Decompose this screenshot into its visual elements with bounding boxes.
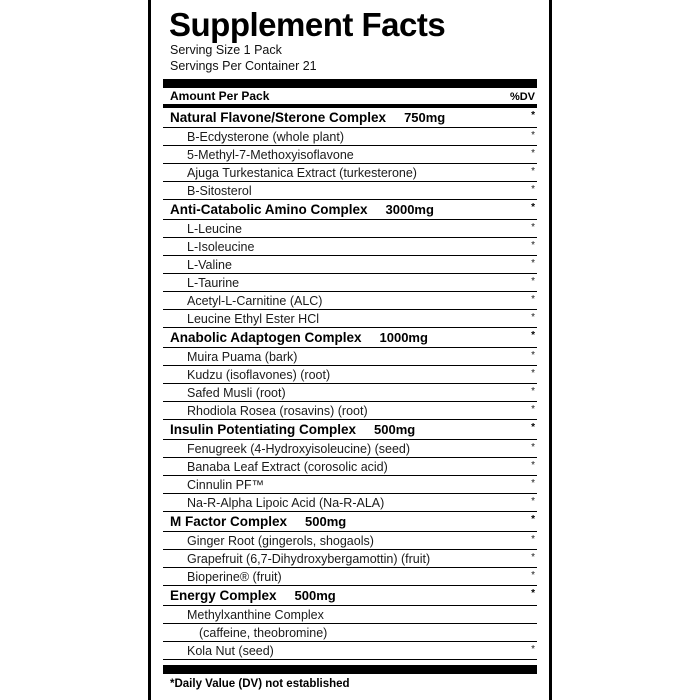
group-header: [161, 586, 539, 605]
group-name: Natural Flavone/Sterone Complex: [170, 110, 387, 126]
group-daily-value: *: [531, 202, 535, 214]
servings-per-container: Servings Per Container 21: [170, 58, 317, 73]
ingredient-name: Ginger Root (gingerols, shogaols): [187, 533, 374, 548]
ingredient-daily-value: *: [531, 459, 535, 471]
ingredient-name: Banaba Leaf Extract (corosolic acid): [187, 459, 388, 474]
ingredient-group: [161, 200, 539, 328]
ingredient-daily-value: *: [531, 367, 535, 379]
ingredient-row: [161, 384, 539, 401]
ingredient-name: Leucine Ethyl Ester HCl: [187, 311, 320, 326]
ingredient-row: [161, 458, 539, 475]
ingredient-name: L-Taurine: [187, 275, 240, 290]
ingredient-groups: [161, 108, 539, 660]
divider-thick-bottom: [163, 665, 537, 674]
ingredient-group: [161, 586, 539, 660]
group-header: [161, 420, 539, 439]
group-header: [161, 108, 539, 127]
group-amount: 500mg: [305, 514, 347, 530]
group-amount: 500mg: [294, 588, 336, 604]
ingredient-group: [161, 420, 539, 512]
group-amount: 1000mg: [379, 330, 428, 346]
ingredient-daily-value: *: [531, 403, 535, 415]
group-daily-value: *: [531, 330, 535, 342]
ingredient-name: B-Sitosterol: [187, 183, 252, 198]
group-daily-value: *: [531, 588, 535, 600]
ingredient-daily-value: *: [531, 385, 535, 397]
ingredient-row: [161, 440, 539, 457]
ingredient-daily-value: *: [531, 643, 535, 655]
ingredient-daily-value: *: [531, 441, 535, 453]
group-amount: 500mg: [374, 422, 416, 438]
ingredient-name: Ajuga Turkestanica Extract (turkesterone): [187, 165, 417, 180]
group-amount: 3000mg: [385, 202, 434, 218]
group-amount: 750mg: [404, 110, 446, 126]
ingredient-row: [161, 624, 539, 641]
supplement-facts-panel: [148, 0, 552, 700]
ingredient-name: Cinnulin PF™: [187, 477, 265, 492]
group-daily-value: *: [531, 422, 535, 434]
ingredient-row: [161, 220, 539, 237]
ingredient-name: Muira Puama (bark): [187, 349, 298, 364]
ingredient-row: [161, 310, 539, 327]
ingredient-name: Bioperine® (fruit): [187, 569, 282, 584]
ingredient-daily-value: *: [531, 147, 535, 159]
ingredient-group: [161, 108, 539, 200]
ingredient-daily-value: *: [531, 477, 535, 489]
page-title: Supplement Facts: [169, 6, 446, 43]
ingredient-row: [161, 606, 539, 623]
dv-header-label: %DV: [509, 91, 535, 104]
ingredient-name: L-Valine: [187, 257, 232, 272]
ingredient-name: Acetyl-L-Carnitine (ALC): [187, 293, 323, 308]
group-header: [161, 328, 539, 347]
ingredient-row: [161, 182, 539, 199]
ingredient-row: [161, 366, 539, 383]
ingredient-name: Fenugreek (4-Hydroxyisoleucine) (seed): [187, 441, 411, 456]
ingredient-group: [161, 328, 539, 420]
ingredient-daily-value: *: [531, 221, 535, 233]
group-header: [161, 200, 539, 219]
ingredient-row: [161, 128, 539, 145]
ingredient-daily-value: *: [531, 495, 535, 507]
ingredient-row: [161, 238, 539, 255]
ingredient-name: Na-R-Alpha Lipoic Acid (Na-R-ALA): [187, 495, 385, 510]
ingredient-row: [161, 532, 539, 549]
ingredient-name: 5-Methyl-7-Methoxyisoflavone: [187, 147, 354, 162]
ingredient-daily-value: *: [531, 551, 535, 563]
ingredient-row: [161, 164, 539, 181]
group-daily-value: *: [531, 110, 535, 122]
ingredient-row: [161, 568, 539, 585]
ingredient-row: [161, 146, 539, 163]
ingredient-row: [161, 292, 539, 309]
ingredient-daily-value: *: [531, 275, 535, 287]
ingredient-daily-value: *: [531, 293, 535, 305]
ingredient-name: Safed Musli (root): [187, 385, 286, 400]
ingredient-name: (caffeine, theobromine): [199, 625, 328, 640]
divider-thick-top: [163, 79, 537, 88]
ingredient-row: [161, 642, 539, 659]
ingredient-name: Grapefruit (6,7-Dihydroxybergamottin) (fruit): [187, 551, 431, 566]
group-name: Insulin Potentiating Complex: [170, 422, 357, 438]
ingredient-name: Kola Nut (seed): [187, 643, 274, 658]
ingredient-row: [161, 274, 539, 291]
group-daily-value: *: [531, 514, 535, 526]
ingredient-daily-value: *: [531, 533, 535, 545]
ingredient-daily-value: *: [531, 183, 535, 195]
group-name: Energy Complex: [170, 588, 277, 604]
ingredient-row: [161, 494, 539, 511]
ingredient-row: [161, 550, 539, 567]
ingredient-daily-value: *: [531, 349, 535, 361]
serving-size: Serving Size 1 Pack: [170, 43, 282, 57]
ingredient-name: Kudzu (isoflavones) (root): [187, 367, 331, 382]
group-name: M Factor Complex: [170, 514, 288, 530]
ingredient-daily-value: *: [531, 129, 535, 141]
ingredient-daily-value: *: [531, 311, 535, 323]
group-name: Anabolic Adaptogen Complex: [170, 330, 362, 346]
amount-header-label: Amount Per Pack: [170, 89, 270, 104]
ingredient-daily-value: *: [531, 239, 535, 251]
footnote: *Daily Value (DV) not established: [170, 678, 350, 691]
ingredient-name: L-Leucine: [187, 221, 242, 236]
ingredient-daily-value: *: [531, 165, 535, 177]
ingredient-daily-value: *: [531, 257, 535, 269]
ingredient-row: [161, 256, 539, 273]
group-header: [161, 512, 539, 531]
group-name: Anti-Catabolic Amino Complex: [170, 202, 368, 218]
ingredient-row: [161, 402, 539, 419]
divider-thin: [163, 659, 537, 660]
ingredient-row: [161, 476, 539, 493]
ingredient-name: Rhodiola Rosea (rosavins) (root): [187, 403, 368, 418]
ingredient-name: Methylxanthine Complex: [187, 607, 324, 622]
ingredient-name: L-Isoleucine: [187, 239, 255, 254]
ingredient-name: B-Ecdysterone (whole plant): [187, 129, 345, 144]
amount-per-pack-header: [161, 88, 539, 104]
ingredient-group: [161, 512, 539, 586]
ingredient-row: [161, 348, 539, 365]
ingredient-daily-value: *: [531, 569, 535, 581]
